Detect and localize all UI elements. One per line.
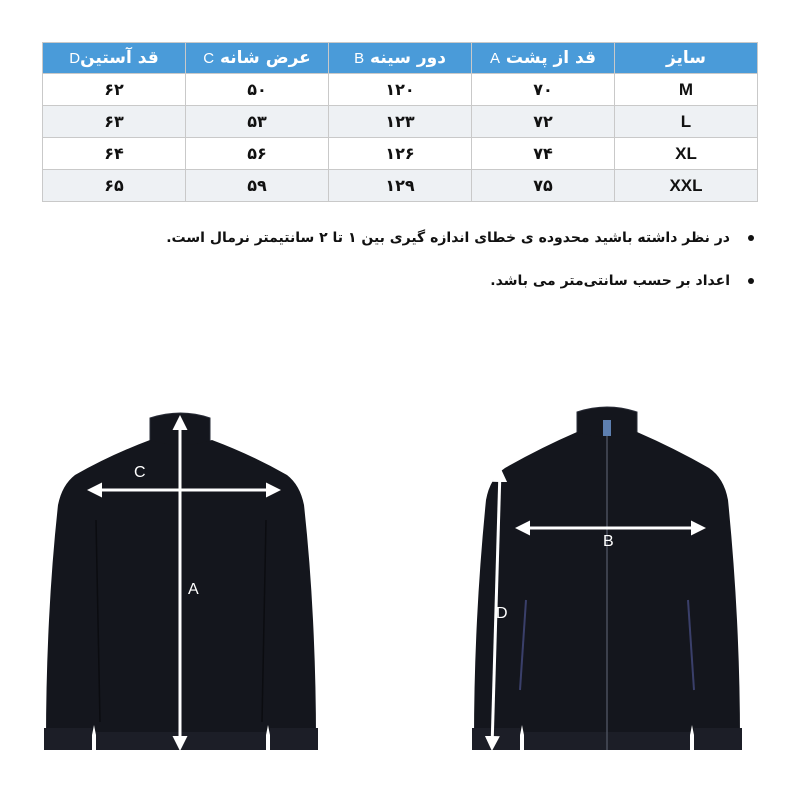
cell-shoulder: ۵۶ <box>186 138 329 170</box>
label-d: D <box>496 605 508 622</box>
cell-size: XXL <box>615 170 758 202</box>
header-sleeve: قد آستینD <box>43 43 186 74</box>
cell-sleeve: ۶۵ <box>43 170 186 202</box>
cell-back-length: ۷۴ <box>472 138 615 170</box>
note-item: اعداد بر حسب سانتی‌متر می باشد. <box>60 271 760 291</box>
cell-chest: ۱۲۳ <box>329 106 472 138</box>
cell-sleeve: ۶۲ <box>43 74 186 106</box>
jacket-back-view <box>44 413 318 750</box>
cell-shoulder: ۵۰ <box>186 74 329 106</box>
header-size: سایز <box>615 43 758 74</box>
jacket-front-right-cuff-icon <box>694 728 742 750</box>
cell-back-length: ۷۲ <box>472 106 615 138</box>
cell-sleeve: ۶۳ <box>43 106 186 138</box>
zipper-pull-icon <box>603 420 611 436</box>
label-c: C <box>134 464 146 481</box>
header-shoulder: عرض شانه C <box>186 43 329 74</box>
cell-size: M <box>615 74 758 106</box>
cell-size: L <box>615 106 758 138</box>
jacket-front-left-cuff-icon <box>472 728 520 750</box>
label-b: B <box>603 533 614 550</box>
header-back-length: قد از پشت A <box>472 43 615 74</box>
cell-back-length: ۷۵ <box>472 170 615 202</box>
jacket-back-right-cuff-icon <box>270 728 318 750</box>
header-chest: دور سینه B <box>329 43 472 74</box>
cell-shoulder: ۵۹ <box>186 170 329 202</box>
cell-chest: ۱۲۶ <box>329 138 472 170</box>
jacket-front-view <box>472 407 742 750</box>
note-item: در نظر داشته باشید محدوده ی خطای اندازه گیری بین ۱ تا ۲ سانتیمتر نرمال است. <box>60 228 760 248</box>
cell-chest: ۱۲۹ <box>329 170 472 202</box>
cell-shoulder: ۵۳ <box>186 106 329 138</box>
cell-back-length: ۷۰ <box>472 74 615 106</box>
label-a: A <box>188 581 199 598</box>
cell-size: XL <box>615 138 758 170</box>
cell-sleeve: ۶۴ <box>43 138 186 170</box>
cell-chest: ۱۲۰ <box>329 74 472 106</box>
jacket-back-left-cuff-icon <box>44 728 92 750</box>
